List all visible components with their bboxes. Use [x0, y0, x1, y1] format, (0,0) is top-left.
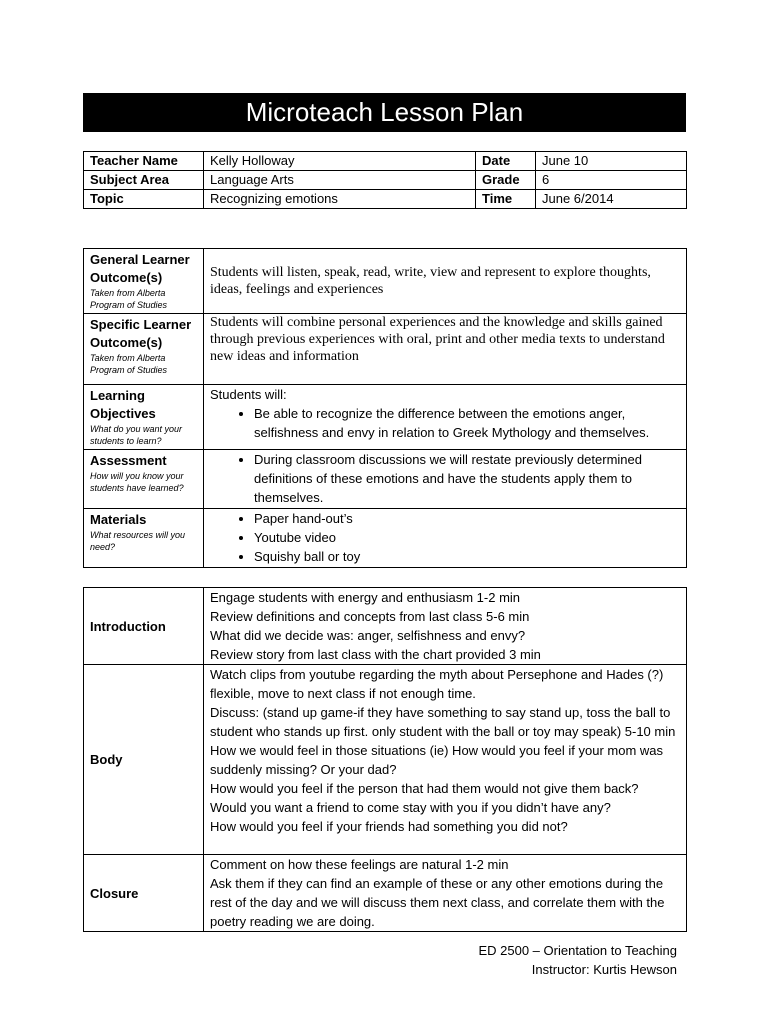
table-row [84, 855, 687, 932]
subject-label: Subject Area [84, 171, 204, 190]
list-item: • Paper hand-out’s [254, 509, 680, 528]
table-row [84, 249, 687, 314]
table-row [84, 190, 687, 209]
glo-label-cell [84, 249, 204, 314]
lo-list [210, 404, 680, 442]
list-item: Review definitions and concepts from last class 5-6 min [210, 609, 530, 624]
list-item: How we would feel in those situations (ie) How would you feel if your mom was suddenly missing? Or your dad? [210, 743, 664, 777]
table-row [84, 314, 687, 385]
slo-cell [204, 314, 687, 385]
outcomes-table [83, 248, 687, 568]
lo-subtitle: What do you want your students to learn? [90, 424, 183, 446]
teacher-label: Teacher Name [84, 152, 204, 171]
list-item: How would you feel if your friends had something you did not? [210, 819, 568, 834]
list-item: Watch clips from youtube regarding the myth about Persephone and Hades (?) flexible, move to next class if not enough time. [210, 667, 664, 701]
footer [478, 941, 677, 979]
table-row [84, 385, 687, 450]
table-row [84, 665, 687, 855]
table-row [84, 588, 687, 665]
materials-cell [204, 509, 687, 568]
date-value: June 10 [536, 152, 687, 171]
date-label: Date [476, 152, 536, 171]
materials-list [210, 509, 680, 566]
introduction-label: Introduction [84, 588, 204, 665]
glo-text: Students will listen, speak, read, write, view and represent to explore thoughts, ideas, feelings and experiences [210, 265, 651, 297]
subject-value: Language Arts [204, 171, 476, 190]
page-title: Microteach Lesson Plan [83, 93, 686, 132]
assessment-cell [204, 450, 687, 509]
table-row [84, 152, 687, 171]
list-item: Would you want a friend to come stay with you if you didn’t have any? [210, 800, 611, 815]
materials-label-cell [84, 509, 204, 568]
table-row [84, 171, 687, 190]
body-cell [204, 665, 687, 855]
list-item: • Squishy ball or toy [254, 547, 680, 566]
table-row [84, 509, 687, 568]
list-item: Review story from last class with the chart provided 3 min [210, 647, 541, 662]
list-item: • Youtube video [254, 528, 680, 547]
list-item: • Be able to recognize the difference between the emotions anger, selfishness and envy in relation to Greek Mythology and themselves. [254, 404, 680, 442]
assessment-label-cell [84, 450, 204, 509]
list-item: Discuss: (stand up game-if they have something to say stand up, toss the ball to student who stands up first. only student with the ball or toy may speak) 5-10 min [210, 705, 676, 739]
glo-cell [204, 249, 687, 314]
grade-label: Grade [476, 171, 536, 190]
assessment-title: Assessment [90, 453, 167, 468]
materials-title: Materials [90, 512, 147, 527]
course-name: ED 2500 – Orientation to Teaching [478, 943, 677, 958]
lesson-table [83, 587, 687, 932]
assessment-subtitle: How will you know your students have learned? [90, 471, 184, 493]
lo-label-cell [84, 385, 204, 450]
body-label: Body [84, 665, 204, 855]
glo-title: General Learner Outcome(s) [90, 252, 190, 285]
grade-value: 6 [536, 171, 687, 190]
info-table [83, 151, 687, 209]
materials-subtitle: What resources will you need? [90, 530, 186, 552]
topic-label: Topic [84, 190, 204, 209]
lo-intro: Students will: [210, 387, 287, 402]
lo-title: Learning Objectives [90, 388, 156, 421]
glo-subtitle: Taken from Alberta Program of Studies [90, 288, 168, 310]
topic-value: Recognizing emotions [204, 190, 476, 209]
list-item: Engage students with energy and enthusiasm 1-2 min [210, 590, 521, 605]
slo-title: Specific Learner Outcome(s) [90, 317, 192, 350]
list-item: How would you feel if the person that had them would not give them back? [210, 781, 639, 796]
list-item: Ask them if they can find an example of these or any other emotions during the rest of the day and we will discuss them next class, and correlate them with the poetry reading we are doing. [210, 876, 665, 929]
introduction-cell [204, 588, 687, 665]
list-item: • During classroom discussions we will restate previously determined definitions of these emotions and have the students apply them to themselves. [254, 450, 680, 507]
closure-cell [204, 855, 687, 932]
slo-subtitle: Taken from Alberta Program of Studies [90, 353, 168, 375]
teacher-value: Kelly Holloway [204, 152, 476, 171]
slo-label-cell [84, 314, 204, 385]
lo-cell [204, 385, 687, 450]
time-value: June 6/2014 [536, 190, 687, 209]
instructor-name: Instructor: Kurtis Hewson [531, 962, 677, 977]
list-item: What did we decide was: anger, selfishness and envy? [210, 628, 526, 643]
time-label: Time [476, 190, 536, 209]
assessment-list [210, 450, 680, 507]
closure-label: Closure [84, 855, 204, 932]
slo-text: Students will combine personal experiences and the knowledge and skills gained through previous experiences with oral, print and other media texts to understand new ideas and information [210, 315, 665, 364]
table-row [84, 450, 687, 509]
list-item: Comment on how these feelings are natural 1-2 min [210, 857, 509, 872]
